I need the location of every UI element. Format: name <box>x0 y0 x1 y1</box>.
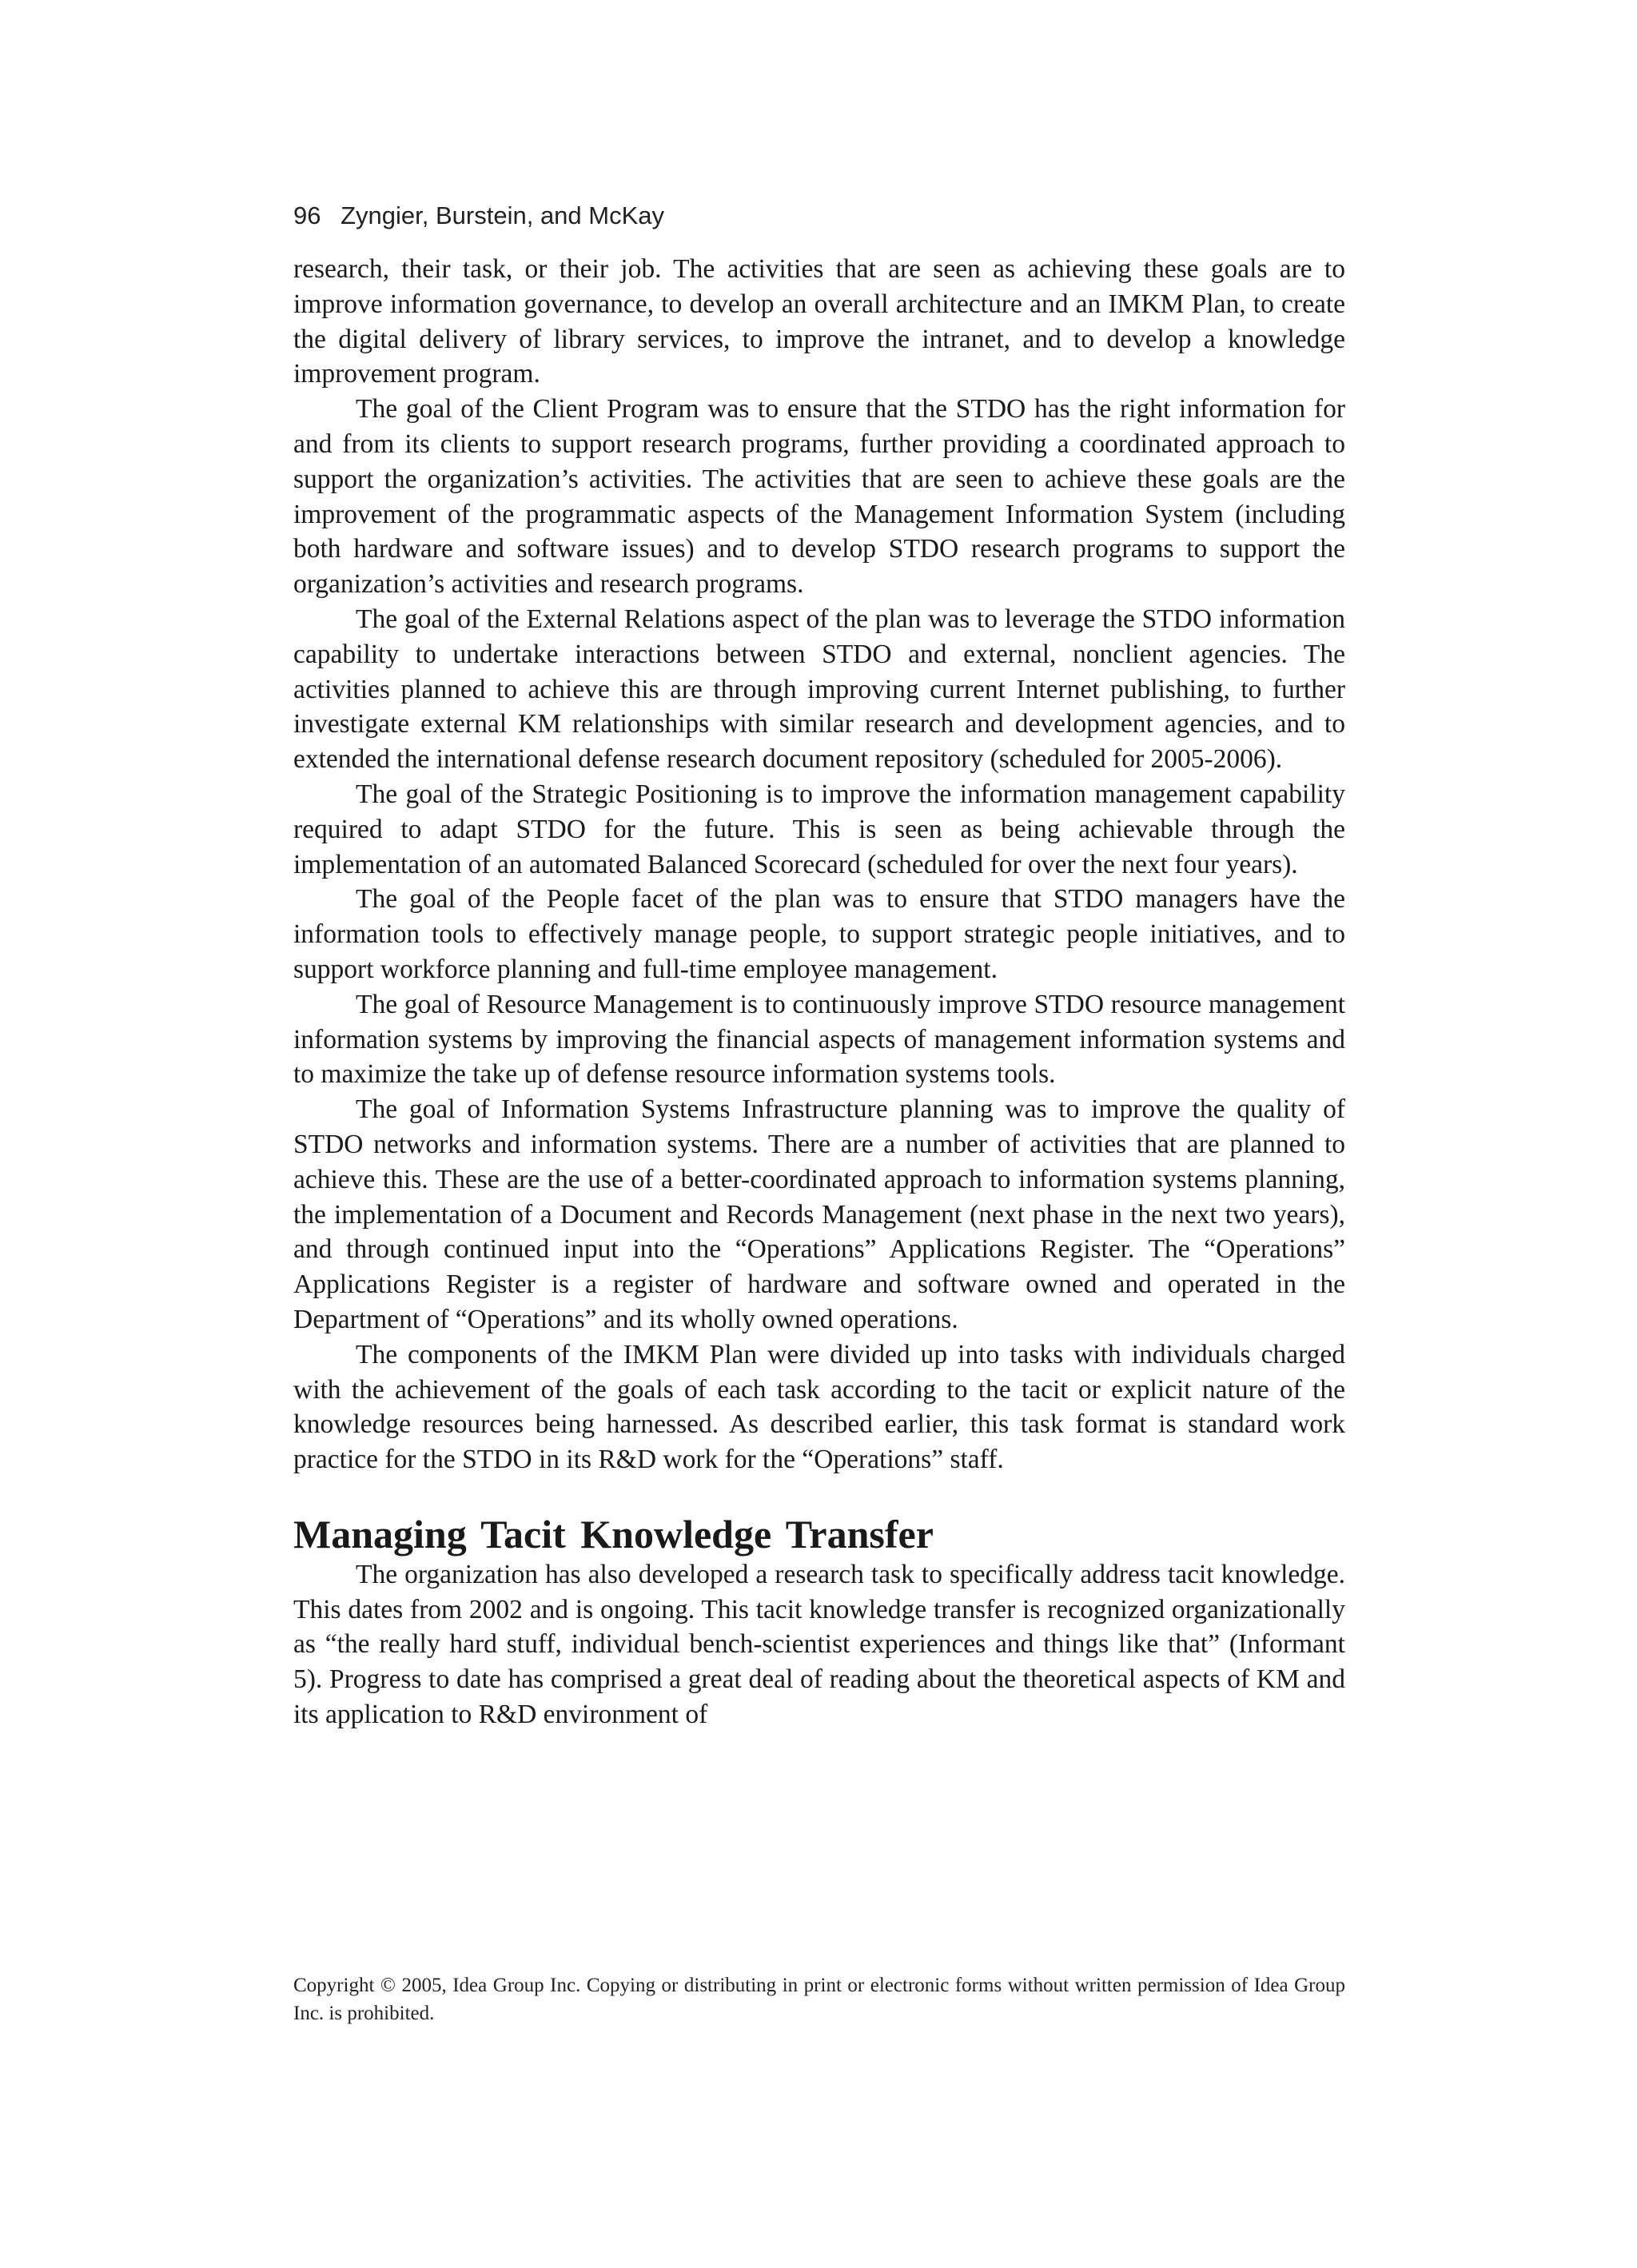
page-content <box>293 200 1345 1732</box>
paragraph: The goal of the Strategic Positioning is to improve the information management capability required to adapt STDO for the future. This is seen as being achievable through the implementation of an automated Balanced Scorecard (scheduled for over the next four years). <box>293 779 1345 879</box>
paragraph: The components of the IMKM Plan were divided up into tasks with individuals charged with the achievement of the goals of each task according to the tacit or explicit nature of the knowledge resources being harnessed. As described earlier, this task format is standard work practice for the STDO in its R&D work for the “Operations” staff. <box>293 1339 1345 1475</box>
paragraph: The goal of Information Systems Infrastructure planning was to improve the quality of STDO networks and information systems. There are a number of activities that are planned to achieve this. These are the use of a better-coordinated approach to information systems planning, the implementation of a Document and Records Management (next phase in the next two years), and through continued input into the “Operations” Applications Register. The “Operations” Applications Register is a register of hardware and software owned and operated in the Department of “Operations” and its wholly owned operations. <box>293 1094 1345 1334</box>
paragraph: The goal of Resource Management is to continuously improve STDO resource management information systems by improving the financial aspects of management information systems and to maximize the take up of defense resource information systems tools. <box>293 989 1345 1090</box>
paragraph: The organization has also developed a research task to specifically address tacit knowledge. This dates from 2002 and is ongoing. This tacit knowledge transfer is recognized organizationally as “the really hard stuff, individual bench-scientist experiences and things like that” (Informant 5). Progress to date has comprised a great deal of reading about the theoretical aspects of KM and its application to R&D environment of <box>293 1559 1345 1730</box>
paragraph: The goal of the Client Program was to ensure that the STDO has the right information for and from its clients to support research programs, further providing a coordinated approach to support the organization’s activities. The activities that are seen to achieve these goals are the improvement of the programmatic aspects of the Management Information System (including both hardware and software issues) and to develop STDO research programs to support the organization’s activities and research programs. <box>293 394 1345 600</box>
running-head <box>293 200 1345 232</box>
copyright-notice: Copyright © 2005, Idea Group Inc. Copying or distributing in print or electronic forms without written permission of Idea Group Inc. is prohibited. <box>293 1975 1345 2024</box>
paragraph: The goal of the External Relations aspect of the plan was to leverage the STDO information capability to undertake interactions between STDO and external, nonclient agencies. The activities planned to achieve this are through improving current Internet publishing, to further investigate external KM relationships with similar research and development agencies, and to extended the international defense research document repository (scheduled for 2005-2006). <box>293 604 1345 775</box>
paragraph: The goal of the People facet of the plan was to ensure that STDO managers have the information tools to effectively manage people, to support strategic people initiatives, and to support workforce planning and full-time employee management. <box>293 884 1345 984</box>
section-heading: Managing Tacit Knowledge Transfer <box>293 1511 934 1557</box>
paragraph: research, their task, or their job. The activities that are seen as achieving these goals are to improve information governance, to develop an overall architecture and an IMKM Plan, to create the digital delivery of library services, to improve the intranet, and to develop a knowledge improvement program. <box>293 254 1345 389</box>
author-line: Zyngier, Burstein, and McKay <box>341 201 665 229</box>
body-text <box>293 252 1345 1732</box>
page-number: 96 <box>293 201 321 229</box>
